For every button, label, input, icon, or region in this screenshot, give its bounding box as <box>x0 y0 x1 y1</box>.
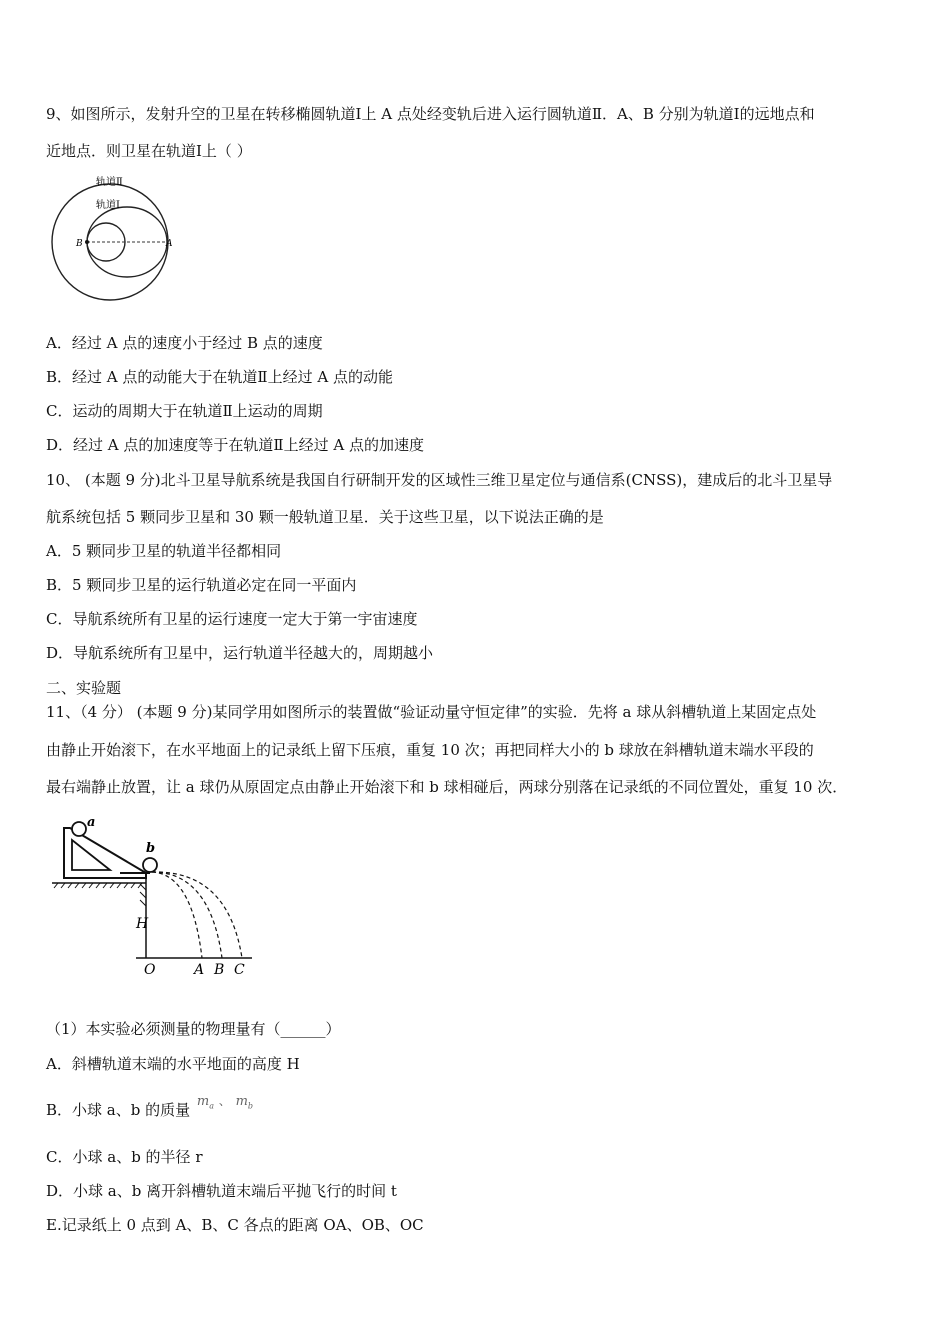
q9-stem-line2: 近地点．则卫星在轨道Ⅰ上（ ） <box>46 142 252 160</box>
mass-a-symbol: $m_a$ <box>196 1094 214 1111</box>
orbit-figure <box>44 170 184 305</box>
q10-option-c: C．导航系统所有卫星的运行速度一定大于第一宇宙速度 <box>46 610 418 628</box>
q10-stem-line2: 航系统包括 5 颗同步卫星和 30 颗一般轨道卫星．关于这些卫星，以下说法正确的是 <box>46 508 604 526</box>
q10-stem-line1: 10、 (本题 9 分)北斗卫星导航系统是我国自行研制开发的区域性三维卫星定位与通信系(CNSS)，建成后的北斗卫星导 <box>46 471 833 489</box>
section-heading: 二、实验题 <box>46 679 122 697</box>
q10-option-b: B．5 颗同步卫星的运行轨道必定在同一平面内 <box>46 576 357 594</box>
q9-option-b: B．经过 A 点的动能大于在轨道Ⅱ上经过 A 点的动能 <box>46 368 393 386</box>
q11-option-d: D．小球 a、b 离开斜槽轨道末端后平抛飞行的时间 t <box>46 1182 397 1200</box>
q11-option-a: A．斜槽轨道末端的水平地面的高度 H <box>46 1055 300 1073</box>
q9-stem-line1: 9、如图所示，发射升空的卫星在转移椭圆轨道Ⅰ上 A 点处经变轨后进入运行圆轨道Ⅱ．A、B 分别为轨道Ⅰ的远地点和 <box>46 105 815 123</box>
height-label: H <box>136 916 149 932</box>
ball-a <box>72 822 86 836</box>
point-a-label: A <box>194 962 205 978</box>
point-c-label: C <box>234 962 245 978</box>
q11-option-b-text: B．小球 a、b 的质量 <box>46 1101 191 1119</box>
point-b-dot <box>85 240 89 244</box>
q9-option-c: C．运动的周期大于在轨道Ⅱ上运动的周期 <box>46 402 323 420</box>
q11-option-e: E.记录纸上 0 点到 A、B、C 各点的距离 OA、OB、OC <box>46 1216 424 1234</box>
ball-b-label: b <box>146 841 156 856</box>
point-o-label: O <box>144 962 156 978</box>
point-b-label: B <box>214 962 225 978</box>
q11-option-c: C．小球 a、b 的半径 r <box>46 1148 203 1166</box>
q11-stem-line2: 由静止开始滚下，在水平地面上的记录纸上留下压痕，重复 10 次；再把同样大小的 b 球放在斜槽轨道末端水平段的 <box>46 741 814 759</box>
ball-a-label: a <box>87 815 96 830</box>
collision-apparatus-figure <box>46 812 266 982</box>
q9-option-a: A．经过 A 点的速度小于经过 B 点的速度 <box>46 334 323 352</box>
q11-subquestion-1: （1）本实验必须测量的物理量有（______） <box>46 1020 341 1038</box>
q9-option-d: D．经过 A 点的加速度等于在轨道Ⅱ上经过 A 点的加速度 <box>46 436 424 454</box>
q10-option-a: A．5 颗同步卫星的轨道半径都相同 <box>46 542 282 560</box>
point-b-label: B <box>76 239 83 249</box>
q11-stem-line3: 最右端静止放置，让 a 球仍从原固定点由静止开始滚下和 b 球相碰后，两球分别落在记录纸的不同位置处，重复 10 次． <box>46 778 848 796</box>
q11-stem-line1: 11、（4 分） (本题 9 分)某同学用如图所示的装置做“验证动量守恒定律”的实验．先将 a 球从斜槽轨道上某固定点处 <box>46 703 817 721</box>
q10-option-d: D．导航系统所有卫星中，运行轨道半径越大的，周期越小 <box>46 644 434 662</box>
ball-b <box>143 858 157 872</box>
mass-separator: 、 <box>218 1094 231 1108</box>
point-a-label: A <box>166 239 173 249</box>
q11-option-b <box>46 1094 254 1121</box>
orbit2-label: 轨道Ⅱ <box>96 177 123 188</box>
mass-b-symbol: $m_b$ <box>235 1094 254 1111</box>
orbit1-label: 轨道Ⅰ <box>96 200 120 211</box>
